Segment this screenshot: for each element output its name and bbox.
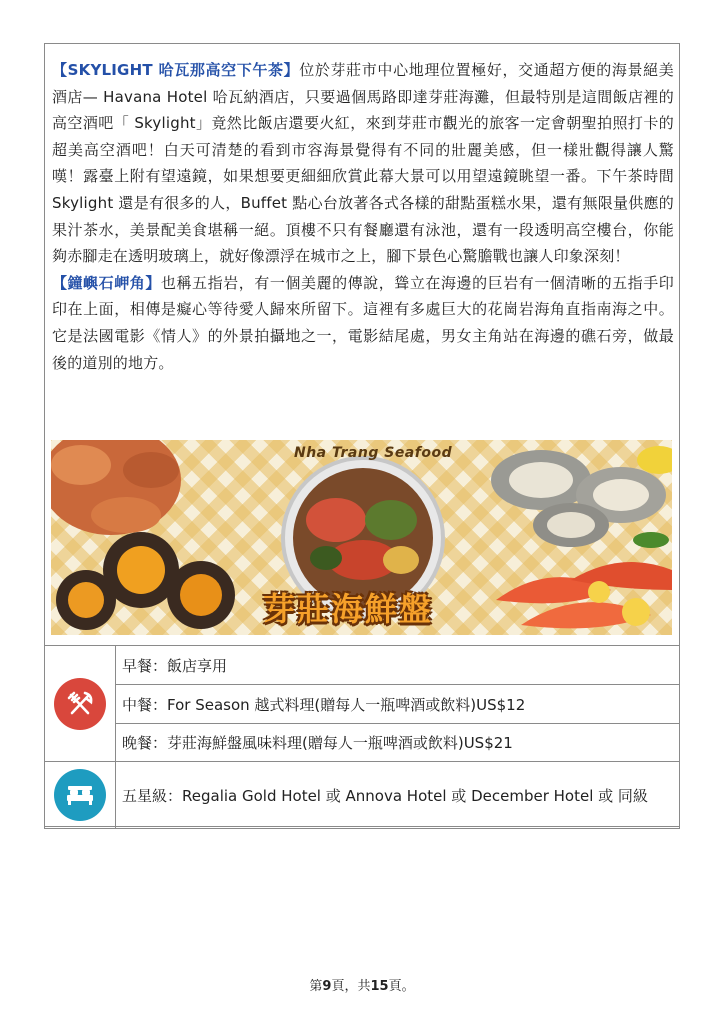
footer-middle: 頁，共	[331, 979, 371, 994]
bed-icon	[54, 769, 106, 821]
footer-page-number: 9	[322, 979, 332, 994]
footer-total-pages: 15	[370, 979, 389, 994]
banner-title-english: Nha Trang Seafood	[294, 445, 453, 461]
meal-icon-cell	[45, 646, 116, 762]
oyster-illustration	[491, 446, 672, 548]
footer-suffix: 頁。	[388, 979, 415, 994]
skylight-paragraph	[52, 57, 674, 270]
banner-title-chinese: 芽莊海鮮盤	[263, 590, 434, 628]
itinerary-info-table	[44, 645, 680, 829]
content-text	[52, 57, 674, 376]
dinner-row	[45, 724, 680, 762]
dinner-text: 晚餐：芽莊海鮮盤風味料理(贈每人一瓶啤酒或飲料)US$21	[116, 724, 680, 762]
breakfast-text: 早餐：飯店享用	[116, 646, 680, 685]
page-footer	[0, 975, 724, 994]
footer-prefix: 第	[309, 979, 323, 994]
hotel-text: 五星級：Regalia Gold Hotel 或 Annova Hotel 或 December Hotel 或 同級	[116, 762, 680, 829]
lunch-row	[45, 685, 680, 724]
crab-illustration	[51, 440, 181, 535]
lunch-text: 中餐：For Season 越式料理(贈每人一瓶啤酒或飲料)US$12	[116, 685, 680, 724]
chong-heading: 【鐘嶼石岬角】	[52, 273, 161, 292]
seafood-banner-image	[51, 440, 672, 635]
sea-urchin-illustration	[56, 532, 235, 630]
shrimp-illustration	[496, 562, 672, 628]
skylight-heading: 【SKYLIGHT 哈瓦那高空下午茶】	[52, 61, 300, 79]
fork-knife-icon	[54, 678, 106, 730]
skylight-body: 位於芽莊市中心地理位置極好，交通超方便的海景絕美酒店— Havana Hotel 哈瓦納酒店，只要過個馬路即達芽莊海灘，但最特別是這間飯店裡的高空酒吧「 Skylight」竟然比飯店還要火紅，來到芽莊市觀光的旅客一定會朝聖拍照打卡的超美高空酒吧！白天可清楚的看到市容海景覺得有不同的壯麗美感，但一樣壯觀得讓人驚嘆！露臺上附有望遠鏡，如果想要更細細欣賞此幕大景可以用望遠鏡眺望一番。下午茶時間 Skylight 還是有很多的人，Buffet 點心台放著各式各樣的甜點蛋糕水果，還有無限量供應的果汁茶水，美景配美食堪稱一絕。頂樓不只有餐廳還有泳池，還有一段透明高空樓台，你能夠赤腳走在透明玻璃上，就好像漂浮在城市之上，腳下景色心驚膽戰也讓人印象深刻！	[52, 61, 674, 266]
breakfast-row	[45, 646, 680, 685]
hotel-icon-cell	[45, 762, 116, 829]
chong-body: 也稱五指岩，有一個美麗的傳說，聳立在海邊的巨岩有一個清晰的五指手印印在上面，相傳是癡心等待愛人歸來所留下。這裡有多處巨大的花崗岩海角直指南海之中。它是法國電影《情人》的外景拍攝地之一，電影結尾處，男女主角站在海邊的礁石旁，做最後的道別的地方。	[52, 273, 674, 372]
hotel-row	[45, 762, 680, 829]
chong-paragraph	[52, 270, 674, 376]
